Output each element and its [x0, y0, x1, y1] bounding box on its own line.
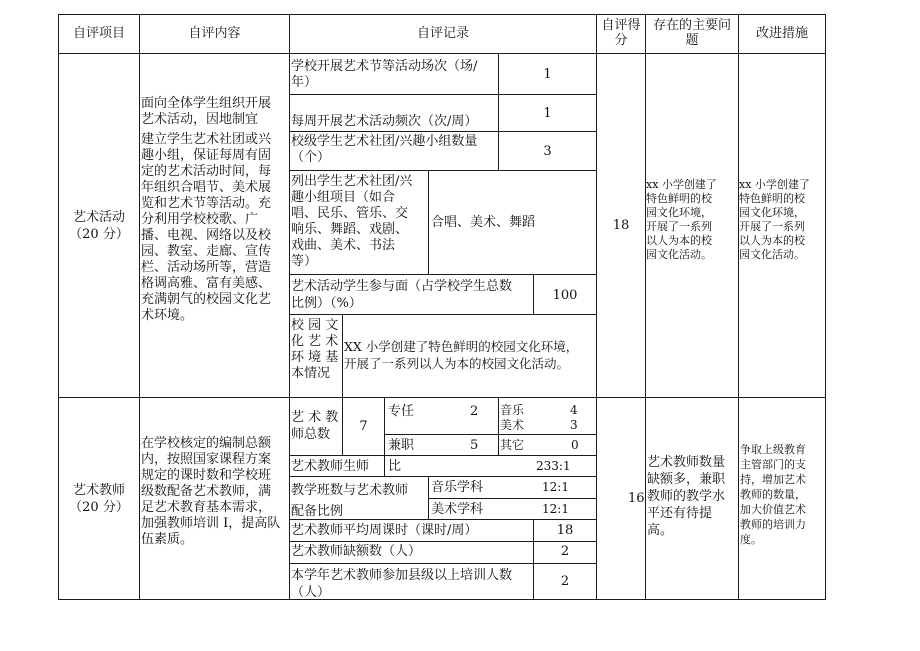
shortage-value: 2 [560, 544, 570, 559]
music-subject-value: 12:1 [542, 480, 569, 494]
rule [596, 14, 597, 600]
teacher-total-label: 艺 术 教 师总数 [291, 410, 339, 442]
rule [825, 14, 826, 600]
record-label: 学校开展艺术节等活动场次（场/ 年） [291, 59, 478, 90]
other-label: 其它 [500, 438, 525, 452]
art-subject-label: 美术学科 [431, 502, 484, 517]
weekly-hours-label: 艺术教师平均周课时（课时/周） [291, 523, 478, 538]
header-content: 自评内容 [188, 26, 241, 41]
ratio-value: 233:1 [536, 459, 571, 473]
record-value: 100 [552, 288, 578, 303]
header-item: 自评项目 [72, 26, 125, 41]
parttime-label: 兼职 [388, 438, 415, 453]
record-label: 校 园 文 化 艺 术 环 境 基 本情况 [291, 318, 339, 381]
header-score: 自评得 分 [601, 18, 641, 48]
rule [58, 14, 826, 15]
score-art-teacher: 16 [628, 491, 645, 506]
score-art-activity: 18 [612, 218, 630, 233]
rule [738, 14, 739, 600]
ratio-label: 艺术教师生师 [291, 459, 370, 474]
shortage-label: 艺术教师缺额数（人） [291, 544, 422, 559]
rule [342, 314, 343, 397]
content-art-teacher: 在学校核定的编制总额 内，按照国家课程方案 规定的课时数和学校班 级数配备艺术教师，满 足艺术教育基本需求， 加强教师培训 I，提高队 伍素质。 [141, 436, 281, 547]
item-art-activity: 艺术活动 （20 分） [69, 210, 129, 242]
header-record: 自评记录 [416, 26, 469, 41]
rule [384, 434, 596, 435]
rule [289, 455, 596, 456]
rule [289, 14, 290, 600]
header-measures: 改进措施 [755, 26, 808, 41]
rule [428, 476, 429, 519]
rule [289, 94, 596, 95]
record-value: 1 [543, 67, 552, 82]
rule [58, 397, 826, 398]
other-value: 0 [571, 438, 579, 452]
rule [428, 170, 429, 274]
fulltime-value: 2 [470, 404, 479, 419]
music-art-value: 4 3 [570, 403, 578, 432]
measures-art-teacher: 争取上级教育 主管部门的支 持，增加艺术 教师的数量， 加大价值艺术 教师的培训力 度。 [740, 443, 806, 546]
weekly-hours-value: 18 [556, 523, 574, 538]
record-value: 3 [543, 144, 552, 159]
fulltime-label: 专任 [388, 404, 415, 419]
record-value: XX 小学创建了特色鲜明的校园文化环境， 开展了一系列以人为本的校园文化活动。 [344, 339, 579, 371]
music-subject-label: 音乐学科 [431, 480, 484, 495]
rule [384, 397, 385, 476]
content-art-activity-b: 建立学生艺术社团或兴 趣小组，保证每周有固 定的艺术活动时间，每 年组织合唱节、美术展 览和艺术节等活动。充 分利用学校校歌、广 播、电视、网络以及校 园、教室、走廊、宣传 栏、活动场所等，营造 格调高雅、富有美感、 充满朝气的校园文化艺 术环境。 [141, 132, 272, 323]
header-problems: 存在的主要问 题 [652, 18, 731, 48]
measures-art-activity: xx 小学创建了 特色鲜明的校 园文化环境， 开展了一系列 以人为本的校 园文化活动。 [739, 178, 810, 261]
rule [428, 498, 596, 499]
rule [645, 14, 646, 600]
rule [289, 170, 596, 171]
record-label: 每周开展艺术活动频次（次/周） [291, 114, 478, 129]
record-value: 1 [543, 106, 552, 121]
training-value: 2 [560, 574, 570, 589]
training-label: 本学年艺术教师参加县级以上培训人数 （人） [291, 568, 513, 599]
record-label: 艺术活动学生参与面（占学校学生总数 比例）（%） [291, 279, 513, 311]
rule [289, 476, 596, 477]
rule [289, 274, 596, 275]
rule [498, 397, 499, 455]
music-art-label: 音乐 美术 [500, 403, 525, 432]
class-ratio-label: 教学班数与艺术教师 配备比例 [291, 483, 409, 519]
content-art-activity-a: 面向全体学生组织开展 艺术活动，因地制宜 [141, 96, 272, 127]
problems-art-teacher: 艺术教师数量 缺额多，兼职 教师的教学水 平还有待提 高。 [647, 455, 726, 538]
ratio-mid: 比 [388, 459, 402, 474]
parttime-value: 5 [470, 438, 479, 453]
art-subject-value: 12:1 [542, 502, 569, 516]
teacher-total-value: 7 [359, 419, 368, 434]
rule [289, 131, 596, 132]
rule [58, 53, 826, 54]
rule [139, 14, 140, 600]
rule [289, 541, 596, 542]
rule [58, 599, 826, 600]
rule [289, 314, 596, 315]
record-value: 合唱、美术、舞蹈 [431, 215, 536, 230]
problems-art-activity: xx 小学创建了 特色鲜明的校 园文化环境， 开展了一系列 以人为本的校 园文化活动。 [646, 178, 717, 261]
item-art-teacher: 艺术教师 （20 分） [69, 483, 129, 515]
record-label: 列出学生艺术社团/兴 趣小组项目（如合 唱、民乐、管乐、交 响乐、舞蹈、戏剧、 戏曲、美术、书法 等） [291, 174, 413, 269]
record-label: 校级学生艺术社团/兴趣小组数量 （个） [291, 134, 478, 165]
rule [289, 563, 596, 564]
